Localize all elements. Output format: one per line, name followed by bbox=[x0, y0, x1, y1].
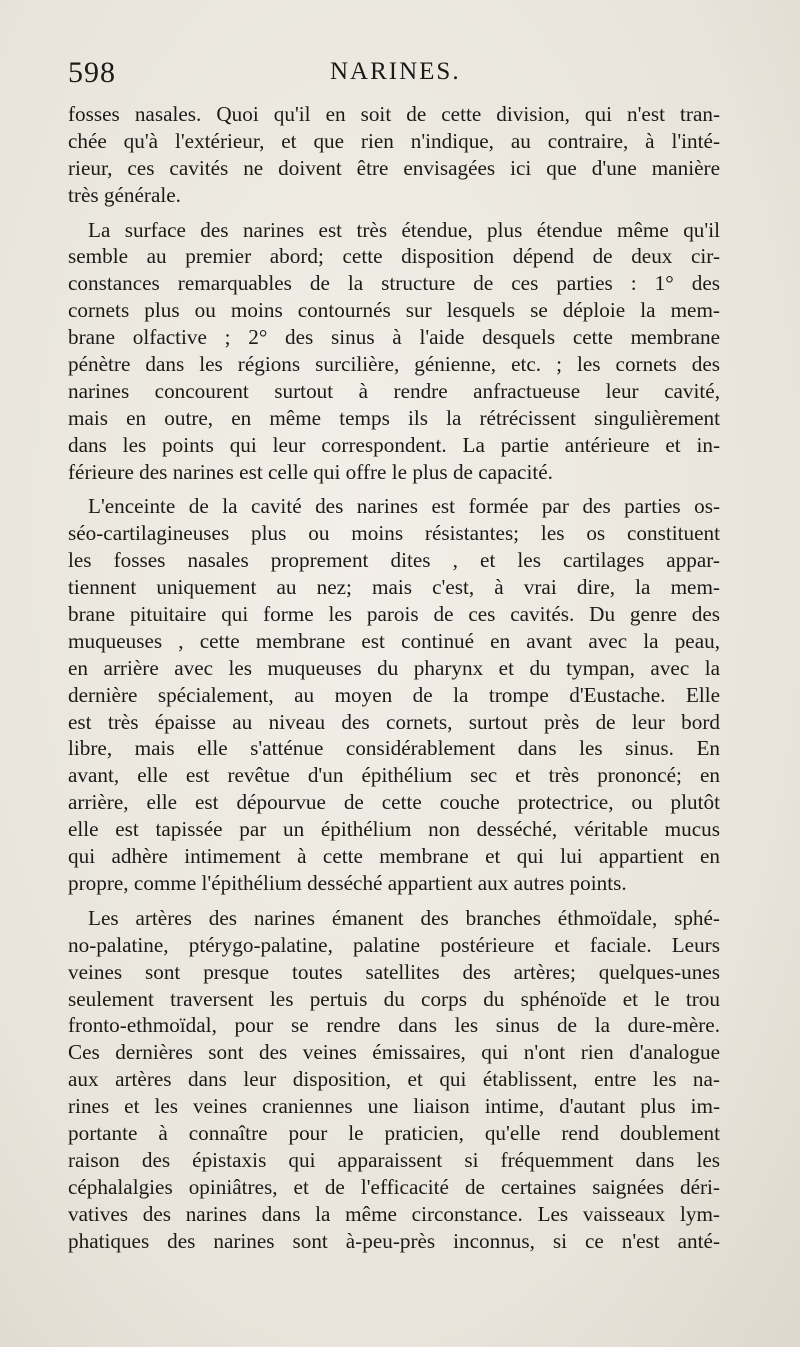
text-line: elle est tapissée par un épithélium non desséché, véritable mucus bbox=[68, 817, 720, 842]
text-line: férieure des narines est celle qui offre le plus de capacité. bbox=[68, 459, 553, 484]
text-line: avant, elle est revêtue d'un épithélium sec et très prononcé; en bbox=[68, 763, 720, 788]
text-line: fosses nasales. Quoi qu'il en soit de cette division, qui n'est tran- bbox=[68, 102, 720, 126]
text-line: propre, comme l'épithélium desséché appartient aux autres points. bbox=[68, 870, 627, 895]
text-line: est très épaisse au niveau des cornets, surtout près de leur bord bbox=[68, 709, 720, 734]
text-line: libre, mais elle s'atténue considérablement dans les sinus. En bbox=[68, 736, 720, 761]
paragraph-gap bbox=[68, 897, 720, 905]
text-line: très générale. bbox=[68, 182, 181, 207]
text-line: séo-cartilagineuses plus ou moins résistantes; les os constituent bbox=[68, 521, 720, 546]
text-line: tiennent uniquement au nez; mais c'est, à vrai dire, la mem- bbox=[68, 575, 720, 600]
text-line: chée qu'à l'extérieur, et que rien n'indique, au contraire, à l'inté- bbox=[68, 128, 720, 153]
text-line: cornets plus ou moins contournés sur lesquels se déploie la mem- bbox=[68, 298, 720, 323]
text-line: mais en outre, en même temps ils la rétrécissent singulièrement bbox=[68, 405, 720, 430]
text-line: brane pituitaire qui forme les parois de ces cavités. Du genre des bbox=[68, 602, 720, 627]
text-line: qui adhère intimement à cette membrane et qui lui appartient en bbox=[68, 844, 720, 869]
page-header bbox=[68, 56, 728, 96]
text-line: dans les points qui leur correspondent. La partie antérieure et in- bbox=[68, 432, 720, 457]
text-line: fronto-ethmoïdal, pour se rendre dans les sinus de la dure-mère. bbox=[68, 1013, 720, 1038]
text-line: rines et les veines craniennes une liaison intime, d'autant plus im- bbox=[68, 1094, 720, 1119]
text-line: muqueuses , cette membrane est continué en avant avec la peau, bbox=[68, 628, 720, 653]
text-line: phatiques des narines sont à-peu-près inconnus, si ce n'est anté- bbox=[68, 1228, 720, 1253]
text-line: arrière, elle est dépourvue de cette couche protectrice, ou plutôt bbox=[68, 790, 720, 815]
text-line: no-palatine, ptérygo-palatine, palatine postérieure et faciale. Leurs bbox=[68, 932, 720, 957]
text-line: céphalalgies opiniâtres, et de l'efficacité de certaines saignées déri- bbox=[68, 1174, 720, 1199]
text-line: seulement traversent les pertuis du corps du sphénoïde et le trou bbox=[68, 986, 720, 1011]
text-line: pénètre dans les régions surcilière, génienne, etc. ; les cornets des bbox=[68, 352, 720, 377]
text-line: raison des épistaxis qui apparaissent si fréquemment dans les bbox=[68, 1147, 720, 1172]
text-line: semble au premier abord; cette disposition dépend de deux cir- bbox=[68, 244, 720, 269]
text-line: Les artères des narines émanent des branches éthmoïdale, sphé- bbox=[88, 905, 720, 930]
text-line: La surface des narines est très étendue, plus étendue même qu'il bbox=[88, 217, 720, 242]
body-text bbox=[68, 101, 720, 1254]
text-line: Ces dernières sont des veines émissaires, qui n'ont rien d'analogue bbox=[68, 1040, 720, 1065]
text-line: en arrière avec les muqueuses du pharynx et du tympan, avec la bbox=[68, 655, 720, 680]
text-line: brane olfactive ; 2° des sinus à l'aide desquels cette membrane bbox=[68, 325, 720, 350]
running-title: NARINES. bbox=[330, 58, 461, 85]
text-line: veines sont presque toutes satellites des artères; quelques-unes bbox=[68, 959, 720, 984]
text-line: aux artères dans leur disposition, et qui établissent, entre les na- bbox=[68, 1067, 720, 1092]
page-number: 598 bbox=[68, 56, 116, 89]
paragraph-gap bbox=[68, 485, 720, 493]
text-line: narines concourent surtout à rendre anfractueuse leur cavité, bbox=[68, 378, 720, 403]
text-line: L'enceinte de la cavité des narines est formée par des parties os- bbox=[88, 494, 720, 519]
paragraph-gap bbox=[68, 209, 720, 217]
text-line: dernière spécialement, au moyen de la trompe d'Eustache. Elle bbox=[68, 682, 720, 707]
text-line: rieur, ces cavités ne doivent être envisagées ici que d'une manière bbox=[68, 155, 720, 180]
text-line: les fosses nasales proprement dites , et les cartilages appar- bbox=[68, 548, 720, 573]
text-line: constances remarquables de la structure de ces parties : 1° des bbox=[68, 271, 720, 296]
text-line: portante à connaître pour le praticien, qu'elle rend doublement bbox=[68, 1120, 720, 1145]
text-line: vatives des narines dans la même circonstance. Les vaisseaux lym- bbox=[68, 1201, 720, 1226]
